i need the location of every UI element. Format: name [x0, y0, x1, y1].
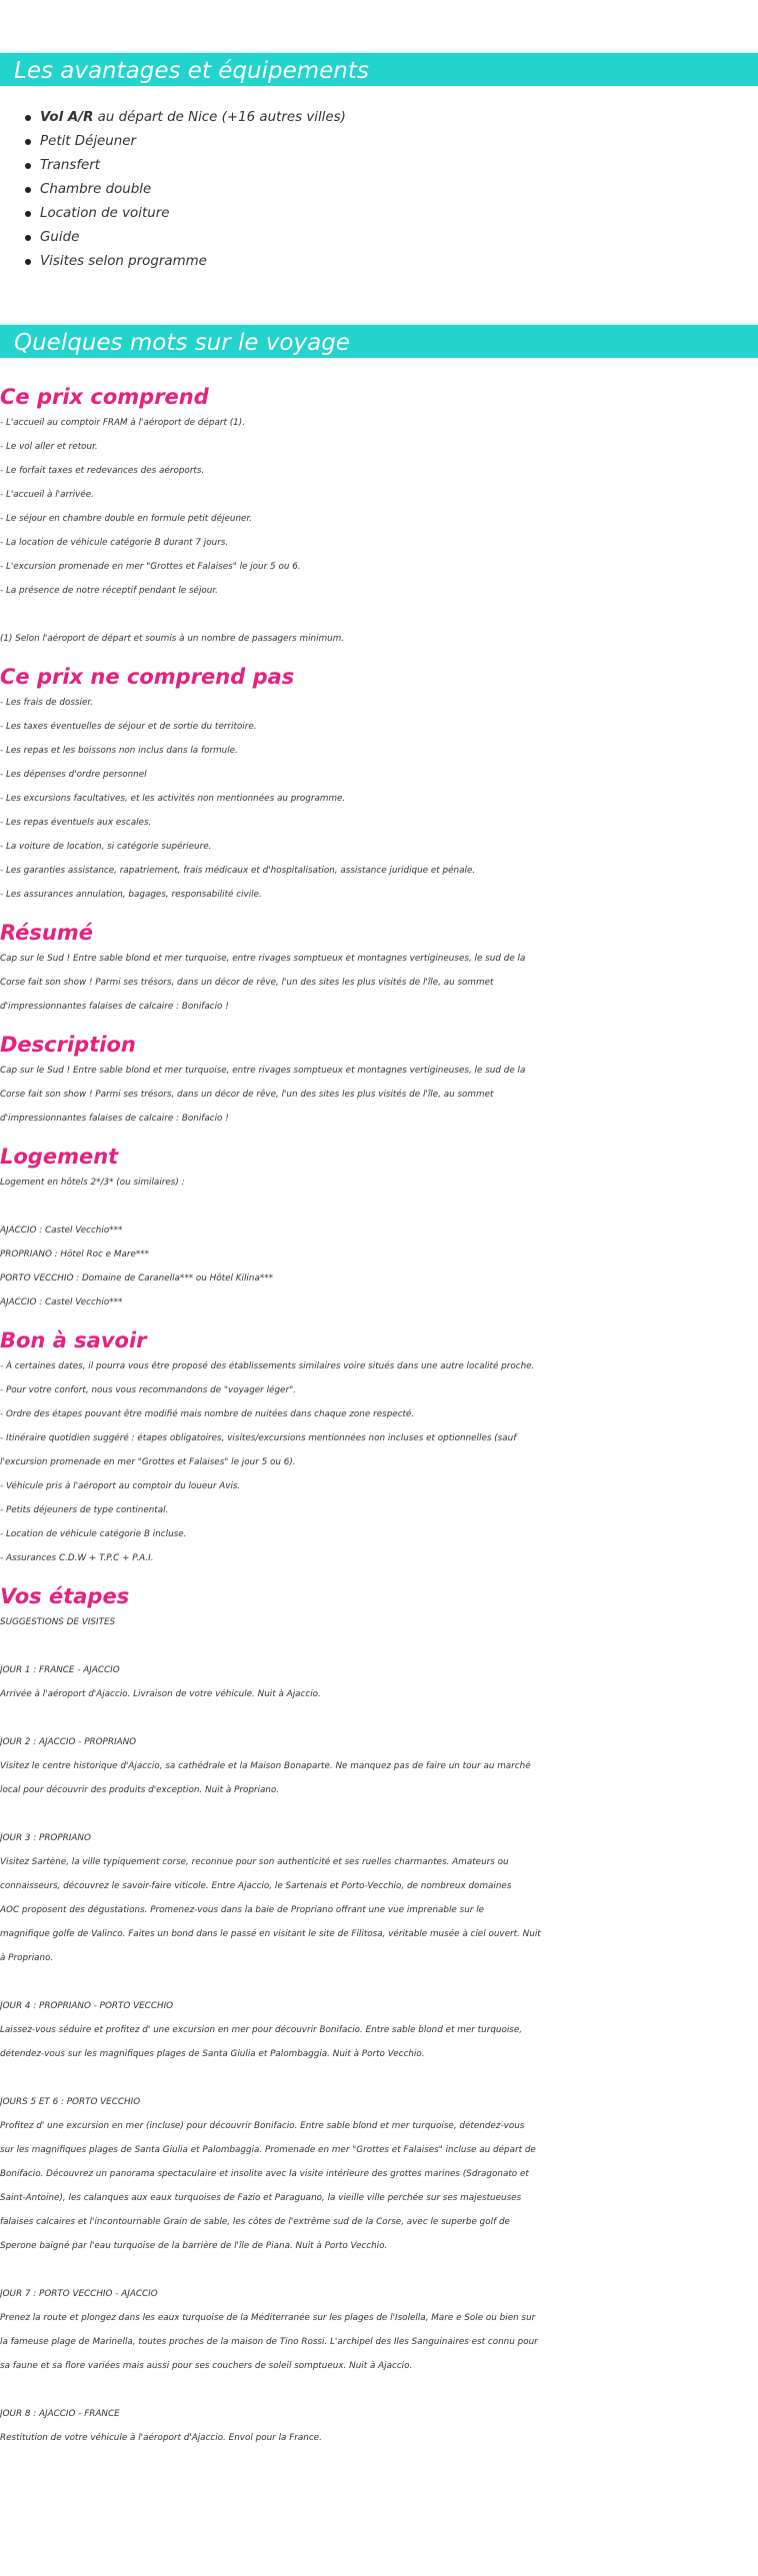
text-line: - Les repas éventuels aux escales.	[0, 818, 152, 828]
section-title: Bon à savoir	[0, 1328, 147, 1352]
avantages-list	[25, 106, 346, 274]
text-line: - Location de véhicule catégorie B incluse.	[0, 1529, 187, 1539]
text-line: connaisseurs, découvrez le savoir-faire viticole. Entre Ajaccio, le Sartenais et Porto-Vecchio, de nombreux domaines	[0, 1881, 512, 1891]
text-line: - Le forfait taxes et redevances des aéroports.	[0, 466, 205, 476]
text-line: Laissez-vous séduire et profitez d' une excursion en mer pour découvrir Bonifacio. Entre sable blond et mer turquoise,	[0, 2025, 523, 2035]
blank-line	[0, 603, 758, 627]
text-line: Visitez le centre historique d'Ajaccio, sa cathédrale et la Maison Bonaparte. Ne manquez pas de faire un tour au marché	[0, 1761, 531, 1771]
section-prix-comprend	[0, 383, 758, 651]
avantage-item-rest: au départ de Nice (+16 autres villes)	[93, 110, 346, 125]
blank-line	[0, 2066, 758, 2090]
section-title: Vos étapes	[0, 1584, 130, 1608]
text-line: - Le vol aller et retour.	[0, 442, 98, 452]
section-bon-a-savoir	[0, 1326, 758, 1570]
text-line: - La voiture de location, si catégorie supérieure.	[0, 842, 212, 852]
text-line: Restitution de votre véhicule à l'aéroport d'Ajaccio. Envol pour la France.	[0, 2433, 322, 2443]
text-line: - L'excursion promenade en mer "Grottes et Falaises" le jour 5 ou 6.	[0, 562, 301, 572]
text-line: JOURS 5 ET 6 : PORTO VECCHIO	[0, 2097, 141, 2107]
blank-line	[0, 1195, 758, 1219]
text-line: - L'accueil à l'arrivée.	[0, 490, 94, 500]
avantage-item-bold: Vol A/R	[40, 110, 94, 125]
text-line: la fameuse plage de Marinella, toutes proches de la maison de Tino Rossi. L'archipel des Iles Sanguinaires est connu pour	[0, 2337, 538, 2347]
text-line: - Les frais de dossier.	[0, 698, 93, 708]
text-line: AJACCIO : Castel Vecchio***	[0, 1226, 123, 1236]
avantages-title: Les avantages et équipements	[0, 50, 758, 86]
section-body	[0, 691, 758, 907]
section-body	[0, 1059, 758, 1131]
text-line: Visitez Sartène, la ville typiquement corse, reconnue pour son authenticité et ses ruelles charmantes. Amateurs ou	[0, 1857, 509, 1867]
text-line: PORTO VECCHIO : Domaine de Caranella*** ou Hôtel Kilina***	[0, 1274, 274, 1284]
text-line: AOC proposent des dégustations. Promenez-vous dans la baie de Propriano offrant une vue imprenable sur le	[0, 1905, 485, 1915]
text-line: Prenez la route et plongez dans les eaux turquoise de la Méditerranée sur les plages de l'Isolella, Mare e Sole ou bien sur	[0, 2313, 536, 2323]
section-title: Logement	[0, 1145, 119, 1169]
avantage-item: Guide	[25, 226, 346, 250]
text-line: Bonifacio. Découvrez un panorama spectaculaire et insolite avec la visite intérieure des grottes marines (Sdragonato et	[0, 2169, 529, 2179]
text-line: Arrivée à l'aéroport d'Ajaccio. Livraison de votre véhicule. Nuit à Ajaccio.	[0, 1689, 321, 1699]
text-line: JOUR 1 : FRANCE - AJACCIO	[0, 1665, 120, 1675]
text-line: AJACCIO : Castel Vecchio***	[0, 1297, 123, 1307]
text-line: à Propriano.	[0, 1953, 54, 1963]
text-line: - Assurances C.D.W + T.P.C + P.A.I.	[0, 1553, 154, 1563]
section-prix-ne-comprend	[0, 663, 758, 907]
text-line: sur les magnifiques plages de Santa Giulia et Palombaggia. Promenade en mer "Grottes et Falaises" incluse au départ de	[0, 2145, 536, 2155]
avantage-item: Petit Déjeuner	[25, 130, 346, 154]
section-logement	[0, 1143, 758, 1314]
blank-line	[0, 1706, 758, 1730]
text-line: d'impressionnantes falaises de calcaire : Bonifacio !	[0, 1114, 229, 1124]
text-line: SUGGESTIONS DE VISITES	[0, 1617, 116, 1627]
text-line: - Véhicule pris à l'aéroport au comptoir du loueur Avis.	[0, 1481, 241, 1491]
text-line: - À certaines dates, il pourra vous être proposé des établissements similaires voire situés dans une autre localité proche.	[0, 1361, 535, 1371]
voyage-content	[0, 383, 758, 2450]
section-title: Résumé	[0, 921, 93, 945]
text-line: Sperone baigné par l'eau turquoise de la barrière de l'île de Piana. Nuit à Porto Vecchio.	[0, 2241, 388, 2251]
avantage-item: Chambre double	[25, 178, 346, 202]
text-line: - L'accueil au comptoir FRAM à l'aéroport de départ (1).	[0, 418, 245, 428]
text-line: magnifique golfe de Valinco. Faites un bond dans le passé en visitant le site de Filitosa, véritable musée à ciel ouvert. Nuit	[0, 1929, 541, 1939]
text-line: - Pour votre confort, nous vous recommandons de "voyager léger".	[0, 1385, 296, 1395]
blank-line	[0, 1970, 758, 1994]
text-line: (1) Selon l'aéroport de départ et soumis à un nombre de passagers minimum.	[0, 634, 345, 644]
text-line: - Itinéraire quotidien suggéré : étapes obligatoires, visites/excursions mentionnées non incluses et optionnelles (sauf	[0, 1433, 517, 1443]
text-line: - Le séjour en chambre double en formule petit déjeuner.	[0, 514, 253, 524]
text-line: falaises calcaires et l'incontournable Grain de sable, les côtes de l'extrême sud de la Corse, avec le superbe golf de	[0, 2217, 510, 2227]
section-body	[0, 1610, 758, 2450]
avantage-item: Visites selon programme	[25, 250, 346, 274]
blank-line	[0, 2258, 758, 2282]
text-line: - La présence de notre réceptif pendant le séjour.	[0, 586, 218, 596]
avantage-item: Location de voiture	[25, 202, 346, 226]
blank-line	[0, 1634, 758, 1658]
text-line: PROPRIANO : Hôtel Roc e Mare***	[0, 1250, 150, 1260]
text-line: Profitez d' une excursion en mer (incluse) pour découvrir Bonifacio. Entre sable blond et mer turquoise, détendez-vous	[0, 2121, 525, 2131]
text-line: l'excursion promenade en mer "Grottes et Falaises" le jour 5 ou 6).	[0, 1457, 296, 1467]
text-line: - Les taxes éventuelles de séjour et de sortie du territoire.	[0, 722, 257, 732]
text-line: Cap sur le Sud ! Entre sable blond et mer turquoise, entre rivages somptueux et montagnes vertigineuses, le sud de la	[0, 1066, 526, 1076]
text-line: JOUR 3 : PROPRIANO	[0, 1833, 91, 1843]
section-title: Description	[0, 1033, 136, 1057]
text-line: Corse fait son show ! Parmi ses trésors, dans un décor de rêve, l'un des sites les plus visités de l'île, au sommet	[0, 1090, 494, 1100]
section-title: Ce prix ne comprend pas	[0, 665, 295, 689]
text-line: détendez-vous sur les magnifiques plages de Santa Giulia et Palombaggia. Nuit à Porto Vecchio.	[0, 2049, 425, 2059]
text-line: JOUR 8 : AJACCIO - FRANCE	[0, 2409, 120, 2419]
section-title: Ce prix comprend	[0, 385, 209, 409]
text-line: - Les assurances annulation, bagages, responsabilité civile.	[0, 890, 262, 900]
voyage-title: Quelques mots sur le voyage	[0, 322, 758, 358]
section-body	[0, 1171, 758, 1314]
section-resume	[0, 919, 758, 1019]
text-line: - Les repas et les boissons non inclus dans la formule.	[0, 746, 238, 756]
text-line: Logement en hôtels 2*/3* (ou similaires) :	[0, 1178, 185, 1188]
section-body	[0, 1354, 758, 1570]
blank-line	[0, 2378, 758, 2402]
section-description	[0, 1031, 758, 1131]
text-line: JOUR 4 : PROPRIANO - PORTO VECCHIO	[0, 2001, 174, 2011]
section-vos-etapes	[0, 1582, 758, 2450]
text-line: JOUR 2 : AJACCIO - PROPRIANO	[0, 1737, 137, 1747]
avantage-item: Transfert	[25, 154, 346, 178]
text-line: Cap sur le Sud ! Entre sable blond et mer turquoise, entre rivages somptueux et montagnes vertigineuses, le sud de la	[0, 954, 526, 964]
text-line: Corse fait son show ! Parmi ses trésors, dans un décor de rêve, l'un des sites les plus visités de l'île, au sommet	[0, 978, 494, 988]
avantage-item	[25, 106, 346, 130]
text-line: Saint-Antoine), les calanques aux eaux turquoises de Fazio et Paraguano, la vieille ville perchée sur ses majestueuses	[0, 2193, 522, 2203]
section-body	[0, 947, 758, 1019]
text-line: - Petits déjeuners de type continental.	[0, 1505, 169, 1515]
blank-line	[0, 1802, 758, 1826]
text-line: - La location de véhicule catégorie B durant 7 jours.	[0, 538, 229, 548]
text-line: d'impressionnantes falaises de calcaire : Bonifacio !	[0, 1002, 229, 1012]
section-body	[0, 411, 758, 651]
text-line: - Les excursions facultatives, et les activités non mentionnées au programme.	[0, 794, 346, 804]
text-line: JOUR 7 : PORTO VECCHIO - AJACCIO	[0, 2289, 158, 2299]
text-line: sa faune et sa flore variées mais aussi pour ses couchers de soleil somptueux. Nuit à Ajaccio.	[0, 2361, 413, 2371]
text-line: - Ordre des étapes pouvant être modifié mais nombre de nuitées dans chaque zone respecté.	[0, 1409, 415, 1419]
text-line: local pour découvrir des produits d'exception. Nuit à Propriano.	[0, 1785, 280, 1795]
text-line: - Les garanties assistance, rapatriement, frais médicaux et d'hospitalisation, assistance juridique et pénale.	[0, 866, 476, 876]
text-line: - Les dépenses d'ordre personnel	[0, 770, 147, 780]
